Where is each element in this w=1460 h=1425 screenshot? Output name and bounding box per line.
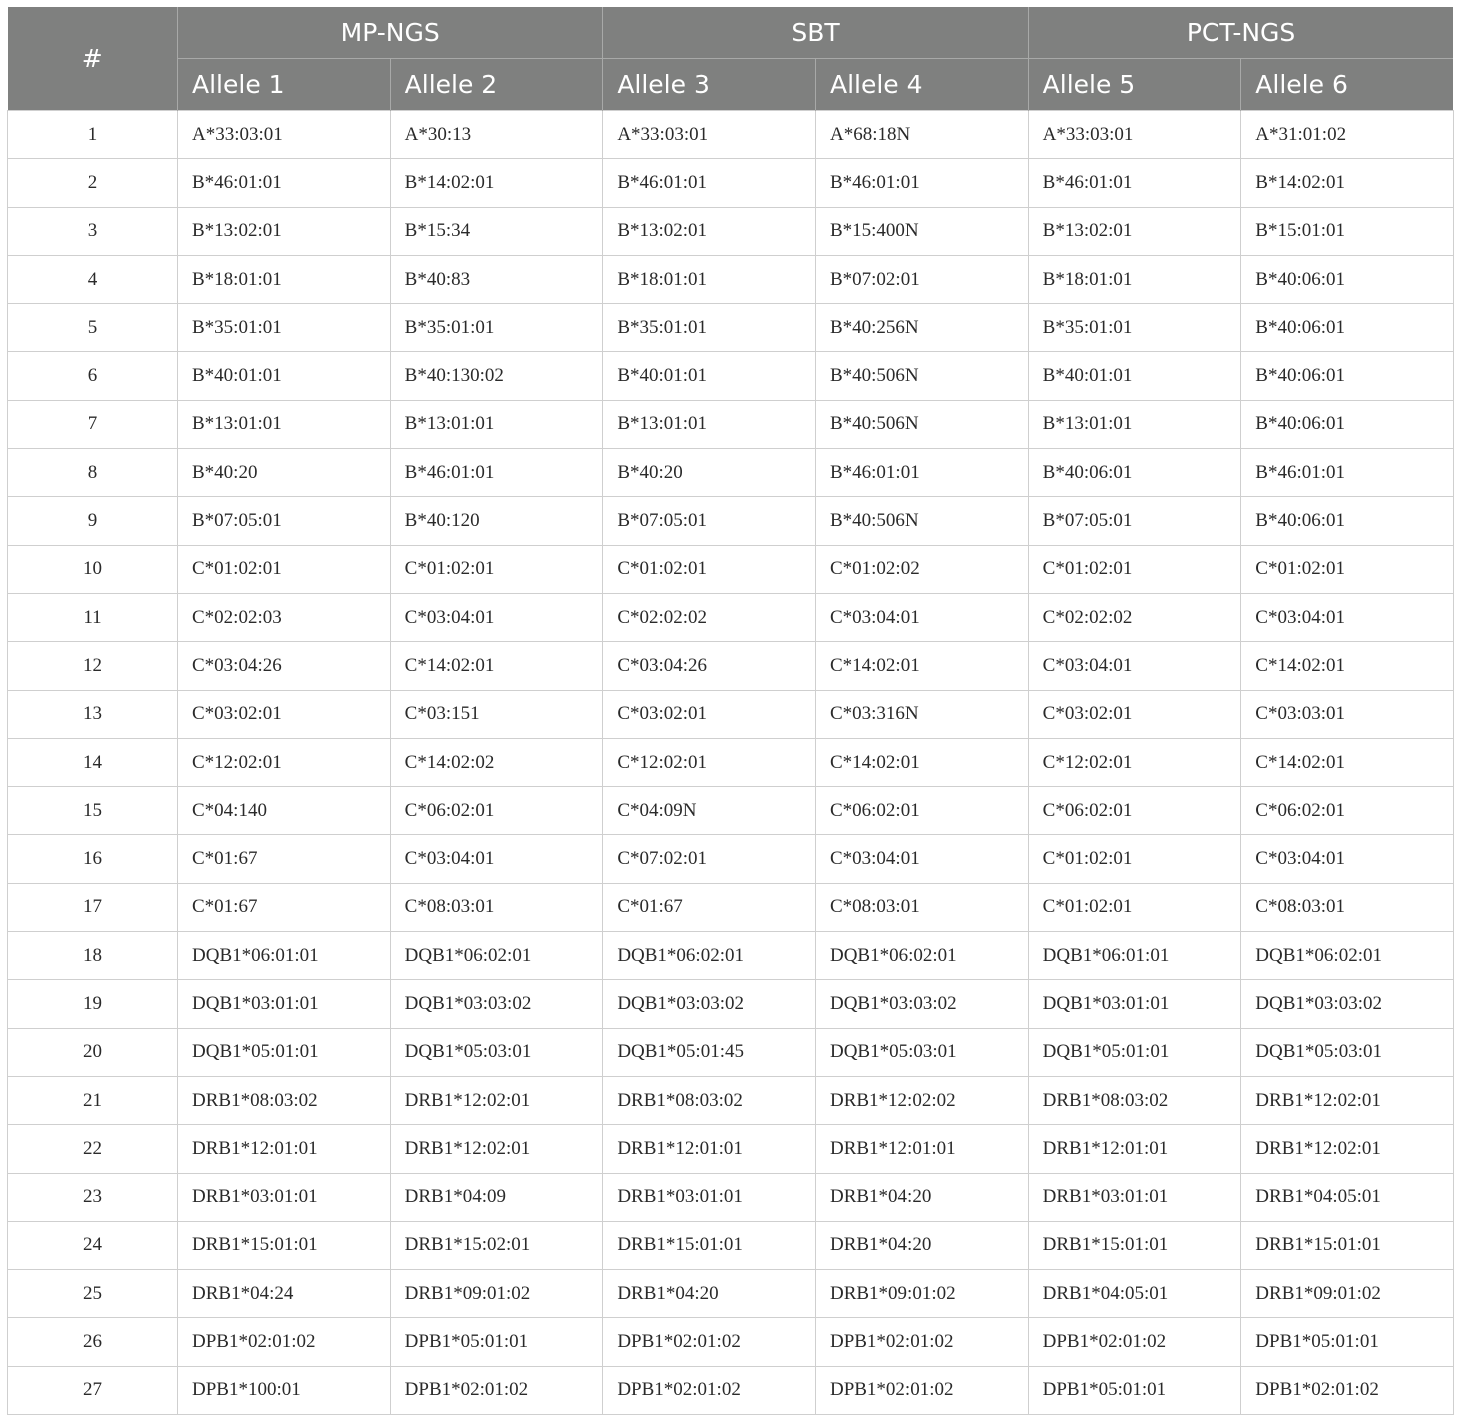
allele-4-cell: C*01:02:02 xyxy=(815,545,1028,593)
allele-5-cell: C*12:02:01 xyxy=(1028,738,1241,786)
allele-6-cell: DQB1*03:03:02 xyxy=(1241,980,1454,1028)
table-row xyxy=(8,1028,1454,1076)
allele-1-cell: DRB1*04:24 xyxy=(178,1270,391,1318)
allele-3-cell: DRB1*03:01:01 xyxy=(603,1173,816,1221)
allele-4-cell: DQB1*03:03:02 xyxy=(815,980,1028,1028)
allele-5-cell: DRB1*08:03:02 xyxy=(1028,1076,1241,1124)
allele-5-cell: B*13:02:01 xyxy=(1028,207,1241,255)
table-row xyxy=(8,1366,1454,1414)
allele-4-cell: C*14:02:01 xyxy=(815,642,1028,690)
allele-1-cell: DPB1*02:01:02 xyxy=(178,1318,391,1366)
table-row xyxy=(8,642,1454,690)
row-number-cell: 13 xyxy=(8,690,178,738)
allele-4-cell: DRB1*12:01:01 xyxy=(815,1125,1028,1173)
allele-1-cell: DRB1*08:03:02 xyxy=(178,1076,391,1124)
allele-6-cell: DRB1*12:02:01 xyxy=(1241,1076,1454,1124)
row-number-cell: 14 xyxy=(8,738,178,786)
column-header-allele-2: Allele 2 xyxy=(390,59,603,111)
allele-6-cell: B*40:06:01 xyxy=(1241,400,1454,448)
table-row xyxy=(8,1125,1454,1173)
allele-4-cell: C*08:03:01 xyxy=(815,883,1028,931)
allele-3-cell: C*04:09N xyxy=(603,787,816,835)
allele-1-cell: DRB1*12:01:01 xyxy=(178,1125,391,1173)
allele-5-cell: B*13:01:01 xyxy=(1028,400,1241,448)
allele-5-cell: DQB1*05:01:01 xyxy=(1028,1028,1241,1076)
row-number-cell: 16 xyxy=(8,835,178,883)
allele-4-cell: DRB1*12:02:02 xyxy=(815,1076,1028,1124)
group-header-sbt: SBT xyxy=(603,7,1028,59)
allele-2-cell: C*14:02:02 xyxy=(390,738,603,786)
row-number-cell: 3 xyxy=(8,207,178,255)
allele-6-cell: DRB1*09:01:02 xyxy=(1241,1270,1454,1318)
row-number-cell: 24 xyxy=(8,1221,178,1269)
allele-3-cell: B*35:01:01 xyxy=(603,304,816,352)
allele-3-cell: DPB1*02:01:02 xyxy=(603,1366,816,1414)
allele-1-cell: DQB1*06:01:01 xyxy=(178,932,391,980)
table-header xyxy=(8,7,1454,111)
allele-6-cell: B*40:06:01 xyxy=(1241,255,1454,303)
allele-6-cell: C*03:04:01 xyxy=(1241,593,1454,641)
allele-4-cell: DPB1*02:01:02 xyxy=(815,1366,1028,1414)
allele-3-cell: DQB1*06:02:01 xyxy=(603,932,816,980)
row-number-cell: 25 xyxy=(8,1270,178,1318)
allele-3-cell: A*33:03:01 xyxy=(603,111,816,159)
allele-4-cell: DPB1*02:01:02 xyxy=(815,1318,1028,1366)
allele-5-cell: C*02:02:02 xyxy=(1028,593,1241,641)
allele-4-cell: DQB1*06:02:01 xyxy=(815,932,1028,980)
allele-6-cell: C*14:02:01 xyxy=(1241,642,1454,690)
allele-6-cell: B*40:06:01 xyxy=(1241,497,1454,545)
allele-5-cell: DRB1*03:01:01 xyxy=(1028,1173,1241,1221)
allele-6-cell: C*03:04:01 xyxy=(1241,835,1454,883)
allele-3-cell: B*18:01:01 xyxy=(603,255,816,303)
allele-4-cell: C*03:04:01 xyxy=(815,835,1028,883)
table-row xyxy=(8,932,1454,980)
allele-4-cell: DQB1*05:03:01 xyxy=(815,1028,1028,1076)
allele-2-cell: DQB1*05:03:01 xyxy=(390,1028,603,1076)
allele-2-cell: B*46:01:01 xyxy=(390,449,603,497)
allele-2-cell: C*01:02:01 xyxy=(390,545,603,593)
allele-4-cell: DRB1*04:20 xyxy=(815,1221,1028,1269)
column-header-allele-4: Allele 4 xyxy=(815,59,1028,111)
allele-6-cell: B*40:06:01 xyxy=(1241,352,1454,400)
row-number-cell: 22 xyxy=(8,1125,178,1173)
allele-5-cell: DRB1*15:01:01 xyxy=(1028,1221,1241,1269)
allele-4-cell: B*40:506N xyxy=(815,400,1028,448)
allele-2-cell: DRB1*12:02:01 xyxy=(390,1076,603,1124)
allele-6-cell: DPB1*05:01:01 xyxy=(1241,1318,1454,1366)
allele-2-cell: DPB1*05:01:01 xyxy=(390,1318,603,1366)
table-row xyxy=(8,352,1454,400)
allele-5-cell: B*35:01:01 xyxy=(1028,304,1241,352)
allele-5-cell: B*07:05:01 xyxy=(1028,497,1241,545)
allele-2-cell: A*30:13 xyxy=(390,111,603,159)
allele-table xyxy=(7,7,1454,1415)
allele-2-cell: DRB1*09:01:02 xyxy=(390,1270,603,1318)
allele-2-cell: B*40:130:02 xyxy=(390,352,603,400)
allele-6-cell: DRB1*04:05:01 xyxy=(1241,1173,1454,1221)
allele-2-cell: DRB1*04:09 xyxy=(390,1173,603,1221)
column-header-allele-3: Allele 3 xyxy=(603,59,816,111)
table-row xyxy=(8,111,1454,159)
allele-1-cell: DRB1*15:01:01 xyxy=(178,1221,391,1269)
allele-2-cell: DRB1*15:02:01 xyxy=(390,1221,603,1269)
allele-6-cell: C*08:03:01 xyxy=(1241,883,1454,931)
allele-2-cell: C*06:02:01 xyxy=(390,787,603,835)
allele-2-cell: C*08:03:01 xyxy=(390,883,603,931)
allele-2-cell: C*03:04:01 xyxy=(390,835,603,883)
allele-3-cell: C*03:04:26 xyxy=(603,642,816,690)
allele-3-cell: DQB1*03:03:02 xyxy=(603,980,816,1028)
row-number-cell: 15 xyxy=(8,787,178,835)
allele-1-cell: B*40:20 xyxy=(178,449,391,497)
allele-5-cell: B*18:01:01 xyxy=(1028,255,1241,303)
row-number-cell: 9 xyxy=(8,497,178,545)
column-header-allele-5: Allele 5 xyxy=(1028,59,1241,111)
table-row xyxy=(8,980,1454,1028)
table-row xyxy=(8,545,1454,593)
table-row xyxy=(8,883,1454,931)
allele-2-cell: DQB1*03:03:02 xyxy=(390,980,603,1028)
allele-3-cell: C*03:02:01 xyxy=(603,690,816,738)
allele-5-cell: DQB1*06:01:01 xyxy=(1028,932,1241,980)
allele-2-cell: DPB1*02:01:02 xyxy=(390,1366,603,1414)
allele-5-cell: C*03:04:01 xyxy=(1028,642,1241,690)
allele-6-cell: B*14:02:01 xyxy=(1241,159,1454,207)
row-number-header: # xyxy=(8,7,178,111)
row-number-cell: 6 xyxy=(8,352,178,400)
allele-3-cell: DQB1*05:01:45 xyxy=(603,1028,816,1076)
row-number-cell: 23 xyxy=(8,1173,178,1221)
allele-6-cell: B*40:06:01 xyxy=(1241,304,1454,352)
allele-6-cell: DRB1*15:01:01 xyxy=(1241,1221,1454,1269)
allele-2-cell: B*40:83 xyxy=(390,255,603,303)
allele-1-cell: C*01:02:01 xyxy=(178,545,391,593)
allele-4-cell: B*40:256N xyxy=(815,304,1028,352)
group-header-row xyxy=(8,7,1454,59)
allele-4-cell: B*15:400N xyxy=(815,207,1028,255)
row-number-cell: 4 xyxy=(8,255,178,303)
allele-2-cell: C*03:151 xyxy=(390,690,603,738)
allele-1-cell: C*04:140 xyxy=(178,787,391,835)
group-header-mp-ngs: MP-NGS xyxy=(178,7,603,59)
allele-4-cell: C*14:02:01 xyxy=(815,738,1028,786)
table-row xyxy=(8,738,1454,786)
allele-1-cell: C*01:67 xyxy=(178,883,391,931)
allele-5-cell: DQB1*03:01:01 xyxy=(1028,980,1241,1028)
allele-6-cell: A*31:01:02 xyxy=(1241,111,1454,159)
allele-1-cell: C*01:67 xyxy=(178,835,391,883)
row-number-cell: 18 xyxy=(8,932,178,980)
allele-1-cell: B*13:02:01 xyxy=(178,207,391,255)
allele-3-cell: C*02:02:02 xyxy=(603,593,816,641)
column-header-allele-1: Allele 1 xyxy=(178,59,391,111)
allele-3-cell: B*40:01:01 xyxy=(603,352,816,400)
allele-1-cell: B*46:01:01 xyxy=(178,159,391,207)
allele-5-cell: C*01:02:01 xyxy=(1028,545,1241,593)
allele-5-cell: B*46:01:01 xyxy=(1028,159,1241,207)
allele-4-cell: DRB1*04:20 xyxy=(815,1173,1028,1221)
allele-4-cell: DRB1*09:01:02 xyxy=(815,1270,1028,1318)
row-number-cell: 1 xyxy=(8,111,178,159)
allele-3-cell: B*07:05:01 xyxy=(603,497,816,545)
table-row xyxy=(8,1221,1454,1269)
allele-3-cell: C*01:02:01 xyxy=(603,545,816,593)
allele-1-cell: DQB1*03:01:01 xyxy=(178,980,391,1028)
allele-5-cell: A*33:03:01 xyxy=(1028,111,1241,159)
allele-3-cell: B*46:01:01 xyxy=(603,159,816,207)
allele-6-cell: DQB1*05:03:01 xyxy=(1241,1028,1454,1076)
row-number-cell: 11 xyxy=(8,593,178,641)
allele-6-cell: B*46:01:01 xyxy=(1241,449,1454,497)
allele-6-cell: C*01:02:01 xyxy=(1241,545,1454,593)
allele-2-cell: B*35:01:01 xyxy=(390,304,603,352)
allele-6-cell: DPB1*02:01:02 xyxy=(1241,1366,1454,1414)
row-number-cell: 21 xyxy=(8,1076,178,1124)
row-number-cell: 7 xyxy=(8,400,178,448)
allele-1-cell: B*07:05:01 xyxy=(178,497,391,545)
allele-5-cell: C*06:02:01 xyxy=(1028,787,1241,835)
allele-3-cell: DRB1*12:01:01 xyxy=(603,1125,816,1173)
allele-4-cell: B*46:01:01 xyxy=(815,159,1028,207)
allele-3-cell: C*12:02:01 xyxy=(603,738,816,786)
allele-6-cell: DQB1*06:02:01 xyxy=(1241,932,1454,980)
table-row xyxy=(8,1173,1454,1221)
allele-5-cell: DRB1*04:05:01 xyxy=(1028,1270,1241,1318)
allele-4-cell: A*68:18N xyxy=(815,111,1028,159)
allele-1-cell: DQB1*05:01:01 xyxy=(178,1028,391,1076)
allele-5-cell: C*01:02:01 xyxy=(1028,883,1241,931)
table-row xyxy=(8,1318,1454,1366)
allele-5-cell: B*40:01:01 xyxy=(1028,352,1241,400)
allele-6-cell: B*15:01:01 xyxy=(1241,207,1454,255)
allele-6-cell: C*06:02:01 xyxy=(1241,787,1454,835)
table-row xyxy=(8,255,1454,303)
allele-1-cell: B*13:01:01 xyxy=(178,400,391,448)
allele-1-cell: C*03:02:01 xyxy=(178,690,391,738)
allele-5-cell: C*03:02:01 xyxy=(1028,690,1241,738)
allele-1-cell: DRB1*03:01:01 xyxy=(178,1173,391,1221)
column-header-allele-6: Allele 6 xyxy=(1241,59,1454,111)
allele-2-cell: B*15:34 xyxy=(390,207,603,255)
table-row xyxy=(8,1270,1454,1318)
allele-3-cell: C*01:67 xyxy=(603,883,816,931)
allele-1-cell: B*40:01:01 xyxy=(178,352,391,400)
allele-3-cell: DRB1*08:03:02 xyxy=(603,1076,816,1124)
allele-5-cell: B*40:06:01 xyxy=(1028,449,1241,497)
row-number-cell: 10 xyxy=(8,545,178,593)
allele-6-cell: DRB1*12:02:01 xyxy=(1241,1125,1454,1173)
allele-4-cell: B*40:506N xyxy=(815,497,1028,545)
allele-3-cell: C*07:02:01 xyxy=(603,835,816,883)
allele-5-cell: DPB1*05:01:01 xyxy=(1028,1366,1241,1414)
allele-4-cell: C*03:04:01 xyxy=(815,593,1028,641)
row-number-cell: 26 xyxy=(8,1318,178,1366)
allele-3-cell: B*13:02:01 xyxy=(603,207,816,255)
allele-3-cell: B*13:01:01 xyxy=(603,400,816,448)
allele-2-cell: DQB1*06:02:01 xyxy=(390,932,603,980)
allele-1-cell: A*33:03:01 xyxy=(178,111,391,159)
table-row xyxy=(8,835,1454,883)
table-row xyxy=(8,1076,1454,1124)
allele-3-cell: B*40:20 xyxy=(603,449,816,497)
allele-6-cell: C*14:02:01 xyxy=(1241,738,1454,786)
table-row xyxy=(8,497,1454,545)
row-number-cell: 8 xyxy=(8,449,178,497)
table-row xyxy=(8,207,1454,255)
allele-1-cell: DPB1*100:01 xyxy=(178,1366,391,1414)
allele-1-cell: B*18:01:01 xyxy=(178,255,391,303)
allele-3-cell: DRB1*15:01:01 xyxy=(603,1221,816,1269)
allele-4-cell: B*40:506N xyxy=(815,352,1028,400)
allele-4-cell: B*46:01:01 xyxy=(815,449,1028,497)
group-header-pct-ngs: PCT-NGS xyxy=(1028,7,1453,59)
allele-2-cell: C*03:04:01 xyxy=(390,593,603,641)
allele-1-cell: C*03:04:26 xyxy=(178,642,391,690)
allele-1-cell: C*12:02:01 xyxy=(178,738,391,786)
row-number-cell: 27 xyxy=(8,1366,178,1414)
allele-4-cell: C*06:02:01 xyxy=(815,787,1028,835)
allele-1-cell: B*35:01:01 xyxy=(178,304,391,352)
allele-3-cell: DPB1*02:01:02 xyxy=(603,1318,816,1366)
table-row xyxy=(8,787,1454,835)
allele-2-cell: C*14:02:01 xyxy=(390,642,603,690)
allele-2-cell: B*13:01:01 xyxy=(390,400,603,448)
row-number-cell: 19 xyxy=(8,980,178,1028)
row-number-cell: 2 xyxy=(8,159,178,207)
allele-5-cell: DPB1*02:01:02 xyxy=(1028,1318,1241,1366)
table-row xyxy=(8,304,1454,352)
allele-5-cell: C*01:02:01 xyxy=(1028,835,1241,883)
table-row xyxy=(8,690,1454,738)
row-number-cell: 20 xyxy=(8,1028,178,1076)
allele-2-cell: DRB1*12:02:01 xyxy=(390,1125,603,1173)
allele-6-cell: C*03:03:01 xyxy=(1241,690,1454,738)
row-number-cell: 17 xyxy=(8,883,178,931)
table-row xyxy=(8,159,1454,207)
allele-4-cell: B*07:02:01 xyxy=(815,255,1028,303)
table-row xyxy=(8,593,1454,641)
allele-1-cell: C*02:02:03 xyxy=(178,593,391,641)
row-number-cell: 12 xyxy=(8,642,178,690)
table-row xyxy=(8,400,1454,448)
table-body xyxy=(8,111,1454,1415)
allele-3-cell: DRB1*04:20 xyxy=(603,1270,816,1318)
column-header-row xyxy=(8,59,1454,111)
allele-2-cell: B*40:120 xyxy=(390,497,603,545)
allele-2-cell: B*14:02:01 xyxy=(390,159,603,207)
row-number-cell: 5 xyxy=(8,304,178,352)
allele-4-cell: C*03:316N xyxy=(815,690,1028,738)
table-row xyxy=(8,449,1454,497)
allele-5-cell: DRB1*12:01:01 xyxy=(1028,1125,1241,1173)
